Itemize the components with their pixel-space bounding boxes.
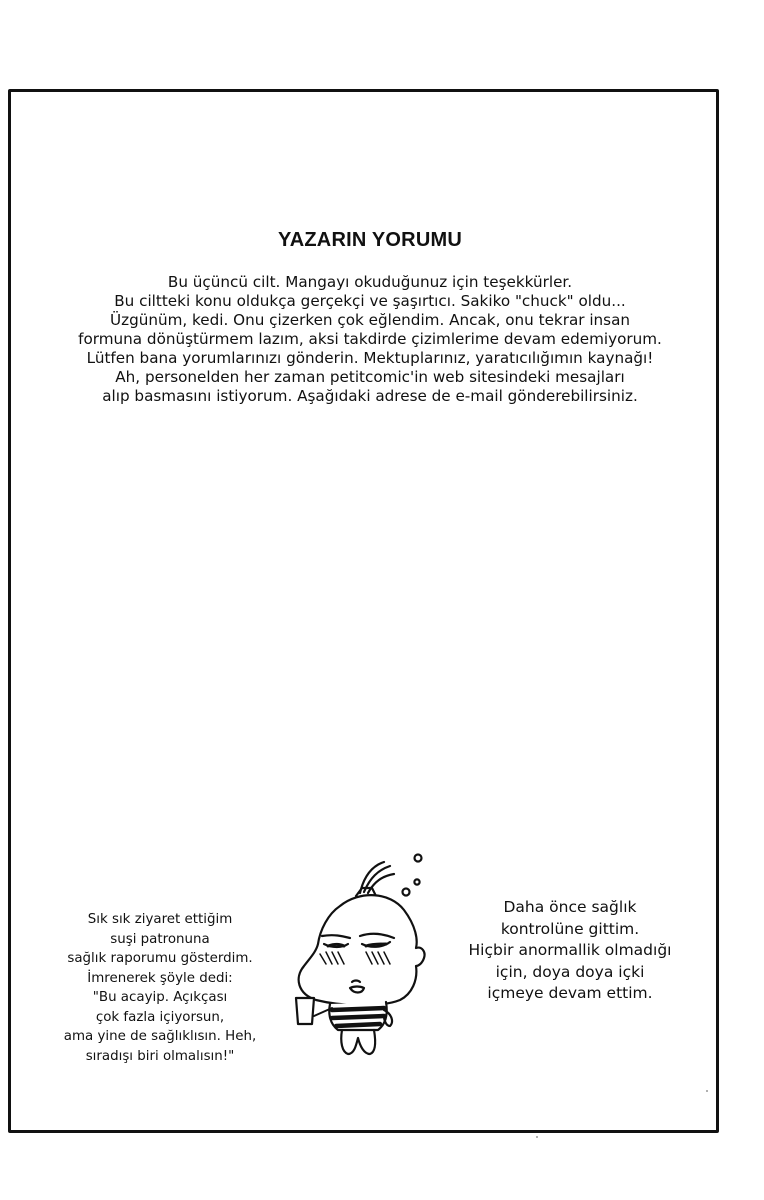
- paragraph-line: Bu üçüncü cilt. Mangayı okuduğunuz için teşekkürler.: [167, 273, 573, 291]
- right-caption: [440, 897, 700, 1005]
- paragraph-line: formuna dönüştürmem lazım, aksi takdirde çizimlerime devam edemiyorum.: [78, 330, 662, 348]
- caption-line: için, doya doya içki: [495, 962, 645, 981]
- caption-line: Sık sık ziyaret ettiğim: [87, 912, 233, 927]
- caption-line: sağlık raporumu gösterdim.: [67, 951, 253, 966]
- caption-line: kontrolüne gittim.: [500, 919, 640, 938]
- chibi-character-illustration: [280, 848, 450, 1058]
- left-caption: [40, 910, 280, 1066]
- caption-line: Daha önce sağlık: [503, 898, 637, 916]
- paragraph-line: Üzgünüm, kedi. Onu çizerken çok eğlendim. Ancak, onu tekrar insan: [109, 311, 631, 329]
- caption-line: suşi patronuna: [110, 931, 210, 947]
- caption-line: sıradışı biri olmalısın!": [85, 1048, 235, 1064]
- caption-line: çok fazla içiyorsun,: [95, 1009, 225, 1025]
- paragraph-line: Ah, personelden her zaman petitcomic'in web sitesindeki mesajları: [115, 368, 625, 386]
- caption-line: ama yine de sağlıklısın. Heh,: [63, 1029, 257, 1044]
- author-comment-paragraph: [40, 273, 700, 406]
- caption-line: içmeye devam ettim.: [487, 984, 653, 1002]
- caption-line: "Bu acayip. Açıkçası: [92, 990, 228, 1005]
- paper-speck: [706, 1090, 708, 1092]
- caption-line: İmrenerek şöyle dedi:: [87, 970, 233, 986]
- paper-speck: [536, 1136, 538, 1138]
- paragraph-line: Bu ciltteki konu oldukça gerçekçi ve şaşırtıcı. Sakiko "chuck" oldu...: [114, 292, 626, 310]
- paragraph-line: Lütfen bana yorumlarınızı gönderin. Mektuplarınız, yaratıcılığımın kaynağı!: [86, 349, 654, 367]
- page-title: YAZARIN YORUMU: [278, 229, 462, 251]
- paragraph-line: alıp basmasını istiyorum. Aşağıdaki adrese de e-mail gönderebilirsiniz.: [102, 387, 638, 405]
- hair-tuft-icon: [356, 862, 394, 896]
- caption-line: Hiçbir anormallik olmadığı: [468, 941, 672, 959]
